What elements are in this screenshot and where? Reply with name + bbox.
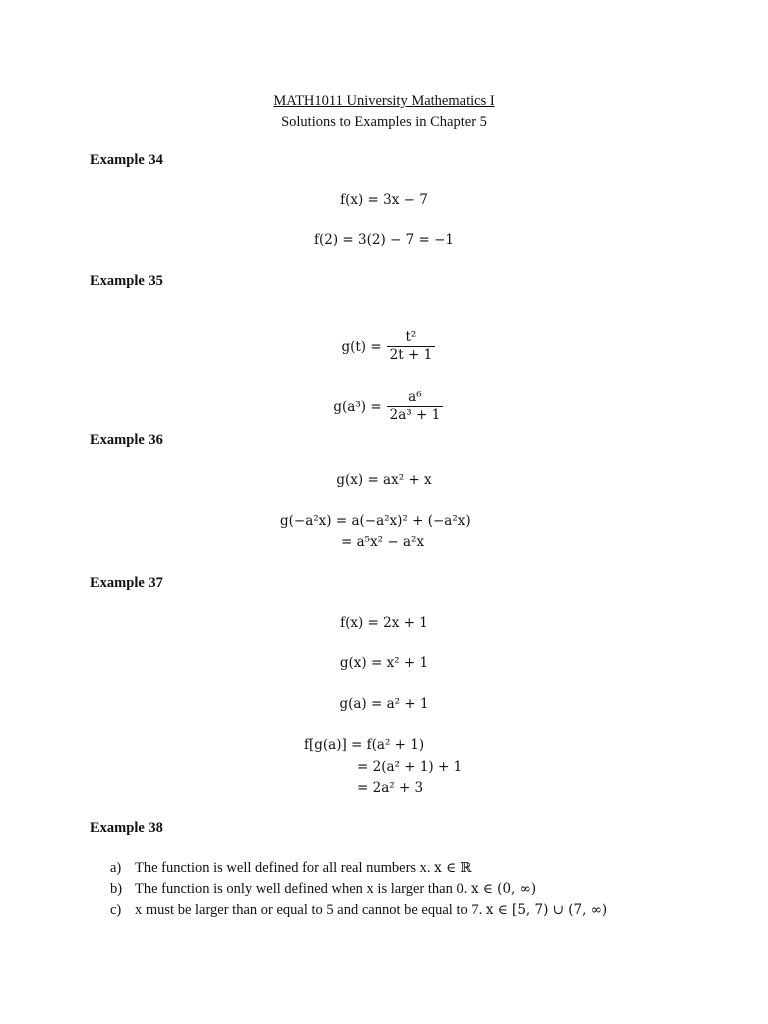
ex34-equation-2: f(2) = 3(2) − 7 = −1 (313, 232, 454, 248)
ex37-equation-3: g(a) = a² + 1 (339, 696, 429, 712)
item-math: x ∈ ℝ (434, 860, 472, 876)
ex38-answer-list (110, 858, 607, 921)
item-label: b) (110, 881, 123, 897)
document-subtitle: Solutions to Examples in Chapter 5 (281, 114, 487, 130)
item-text: The function is only well defined when x is larger than 0. (135, 881, 471, 897)
example-38-heading: Example 38 (90, 820, 163, 836)
ex35-eq2-numerator: a⁶ (408, 389, 422, 405)
ex35-eq2-lhs: g(a³) = (333, 398, 382, 415)
ex35-equation-2 (0, 373, 768, 424)
example-37-heading: Example 37 (90, 575, 163, 591)
ex35-eq1-denominator: 2t + 1 (387, 346, 436, 364)
ex35-eq1-numerator: t² (405, 329, 417, 345)
list-item (110, 879, 607, 900)
ex34-equation-1: f(x) = 3x − 7 (340, 192, 428, 208)
ex37-equation-5: = 2(a² + 1) + 1 (357, 759, 463, 775)
example-34-heading: Example 34 (90, 152, 163, 168)
item-text: x must be larger than or equal to 5 and cannot be equal to 7. (135, 902, 486, 918)
ex37-equation-6: = 2a² + 3 (357, 780, 424, 796)
item-label: c) (110, 902, 122, 918)
ex37-equation-1: f(x) = 2x + 1 (340, 615, 428, 631)
list-item (110, 900, 607, 921)
ex37-equation-4: f[g(a)] = f(a² + 1) (304, 737, 425, 753)
ex36-equation-2: g(−a²x) = a(−a²x)² + (−a²x) (280, 513, 471, 529)
ex36-equation-3: = a⁵x² − a²x (341, 534, 425, 550)
ex35-eq1-lhs: g(t) = (341, 338, 382, 355)
list-item (110, 858, 607, 879)
item-text: The function is well defined for all real numbers x. (135, 860, 435, 876)
item-math: x ∈ [5, 7) ∪ (7, ∞) (485, 902, 608, 918)
ex37-equation-2: g(x) = x² + 1 (339, 655, 429, 671)
item-math: x ∈ (0, ∞) (470, 881, 537, 897)
course-title: MATH1011 University Mathematics I (273, 93, 495, 109)
item-label: a) (110, 860, 122, 876)
ex36-equation-1: g(x) = ax² + x (336, 472, 432, 488)
example-36-heading: Example 36 (90, 432, 163, 448)
ex35-equation-1 (0, 313, 768, 364)
ex35-eq2-denominator: 2a³ + 1 (387, 406, 444, 424)
example-35-heading: Example 35 (90, 273, 163, 289)
